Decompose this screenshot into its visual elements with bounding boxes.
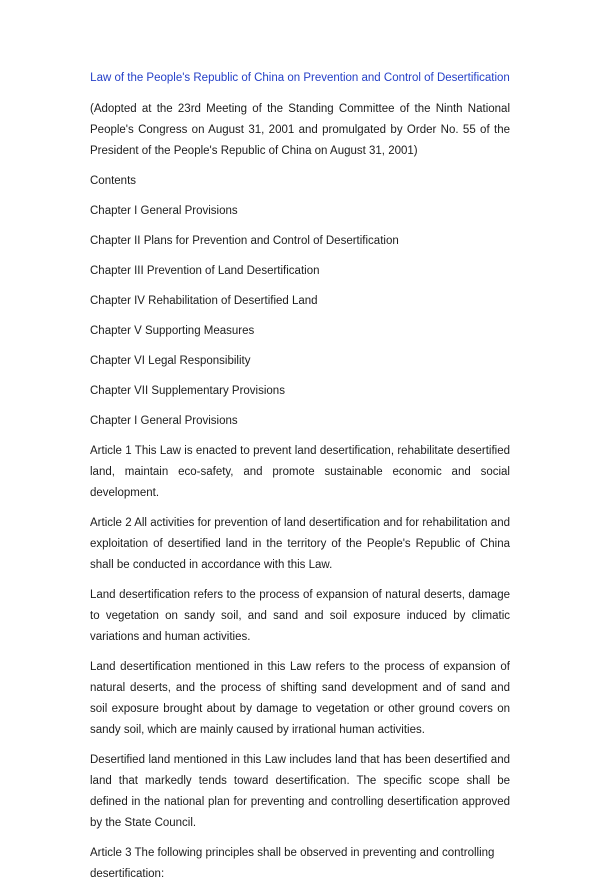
contents-heading: Contents [90, 175, 137, 187]
toc-item: Chapter VII Supplementary Provisions [90, 385, 285, 397]
body-paragraph: Land desertification refers to the process of expansion of natural deserts, damage to vegetation on sandy soil, and sand and soil exposure induced by climatic variations and human activities. [90, 589, 510, 643]
toc-item: Chapter V Supporting Measures [90, 325, 255, 337]
body-paragraph: Land desertification mentioned in this Law refers to the process of expansion of natural deserts, and the process of shifting sand development and of sand and soil exposure brought about by damage to vegetation or other ground covers on sandy soil, which are mainly caused by irrational human activities. [90, 661, 510, 736]
chapter-heading: Chapter I General Provisions [90, 415, 238, 427]
preamble-paragraph: (Adopted at the 23rd Meeting of the Standing Committee of the Ninth National People's Congress on August 31, 2001 and promulgated by Order No. 55 of the President of the People's Republic of China on August 31, 2001) [90, 103, 510, 157]
document-title: Law of the People's Republic of China on Prevention and Control of Desertification [90, 72, 510, 84]
toc-item: Chapter VI Legal Responsibility [90, 355, 251, 367]
toc-item: Chapter III Prevention of Land Desertification [90, 265, 320, 277]
article-paragraph: Article 2 All activities for prevention of land desertification and for rehabilitation and exploitation of desertified land in the territory of the People's Republic of China shall be conducted in accordance with this Law. [90, 517, 510, 571]
toc-item: Chapter IV Rehabilitation of Desertified Land [90, 295, 318, 307]
toc-item: Chapter II Plans for Prevention and Control of Desertification [90, 235, 399, 247]
article-paragraph: Article 1 This Law is enacted to prevent land desertification, rehabilitate desertified land, maintain eco-safety, and promote sustainable economic and social development. [90, 445, 510, 499]
toc-item: Chapter I General Provisions [90, 205, 238, 217]
article-paragraph: Article 3 The following principles shall be observed in preventing and controlling desertification: [90, 847, 495, 880]
body-paragraph: Desertified land mentioned in this Law includes land that has been desertified and land that markedly tends toward desertification. The specific scope shall be defined in the national plan for preventing and controlling desertification approved by the State Council. [90, 754, 510, 829]
